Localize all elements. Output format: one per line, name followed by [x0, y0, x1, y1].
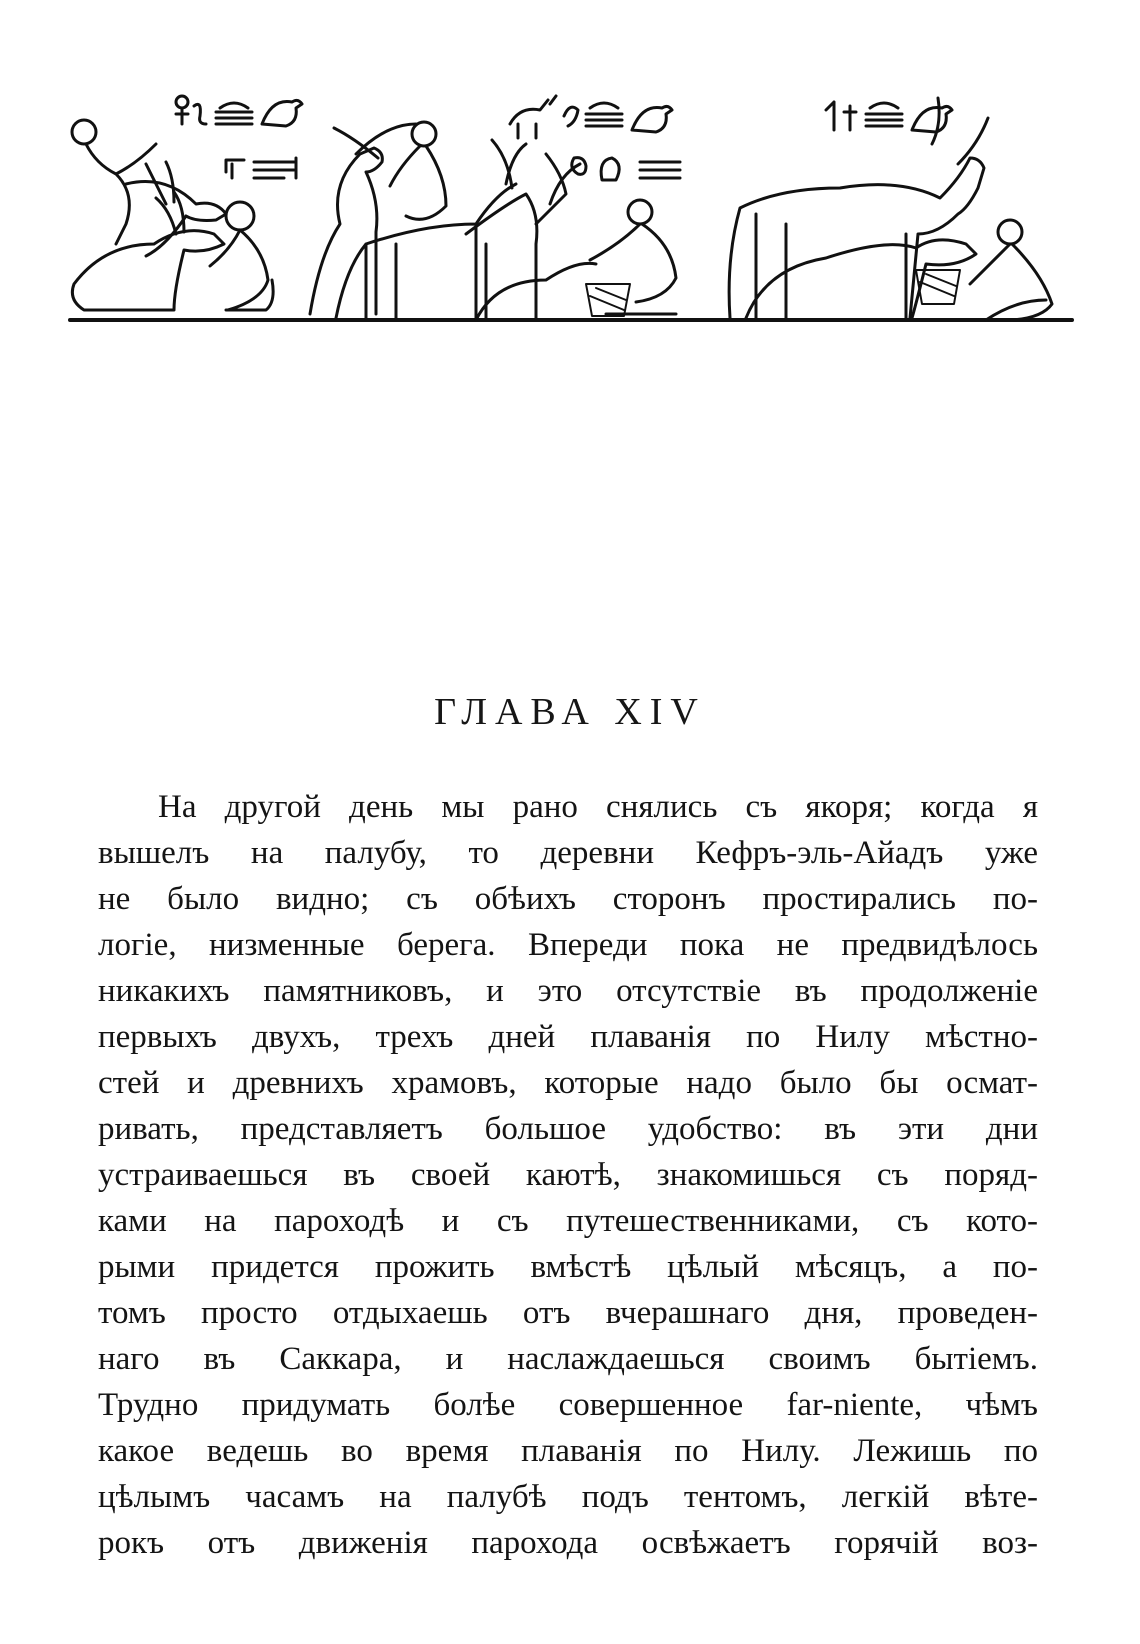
text-line: ривать, представляетъ большое удобство: въ эти дни — [98, 1111, 1038, 1147]
text-line: цѣлымъ часамъ на палубѣ подъ тентомъ, легкій вѣте- — [98, 1479, 1038, 1515]
text-line: томъ просто отдыхаешь отъ вчерашнаго дня, проведен- — [98, 1295, 1038, 1331]
herder-with-gazelles-icon — [72, 120, 273, 310]
egyptian-frieze-illustration — [66, 84, 1076, 344]
hieroglyphs-center-icon — [510, 96, 680, 180]
hieroglyphs-right-icon — [826, 102, 952, 132]
text-line: вышелъ на палубу, то деревни Кефръ-эль-Айадъ уже — [98, 835, 1038, 871]
text-line: Трудно придумать болѣе совершенное far-niente, чѣмъ — [98, 1387, 1038, 1423]
text-line: рокъ отъ движенія парохода освѣжаетъ горячій воз- — [98, 1525, 1038, 1561]
text-line: стей и древнихъ храмовъ, которые надо было бы осмат- — [98, 1065, 1038, 1101]
text-line: не было видно; съ обѣихъ сторонъ простирались по- — [98, 881, 1038, 917]
body-paragraph — [98, 784, 1038, 1566]
goats-and-herders-icon — [310, 122, 676, 320]
chapter-title: ГЛАВА XIV — [434, 691, 706, 733]
text-line: логіе, низменные берега. Впереди пока не предвидѣлось — [98, 927, 1038, 963]
text-line: ками на пароходѣ и съ путешественниками, съ кото- — [98, 1203, 1038, 1239]
text-line: какое ведешь во время плаванія по Нилу. Лежишь по — [98, 1433, 1038, 1469]
text-line: устраиваешься въ своей каютѣ, знакомишься съ поряд- — [98, 1157, 1038, 1193]
text-line: первыхъ двухъ, трехъ дней плаванія по Нилу мѣстно- — [98, 1019, 1038, 1055]
text-line: никакихъ памятниковъ, и это отсутствіе въ продолженіе — [98, 973, 1038, 1009]
text-line: наго въ Саккара, и наслаждаешься своимъ бытіемъ. — [98, 1341, 1038, 1377]
text-line: На другой день мы рано снялись съ якоря; когда я — [158, 789, 1038, 825]
hieroglyphs-left-icon — [176, 96, 302, 178]
cattle-and-herder-icon — [729, 98, 1052, 320]
text-line: рыми придется прожить вмѣстѣ цѣлый мѣсяцъ, а по- — [98, 1249, 1038, 1285]
